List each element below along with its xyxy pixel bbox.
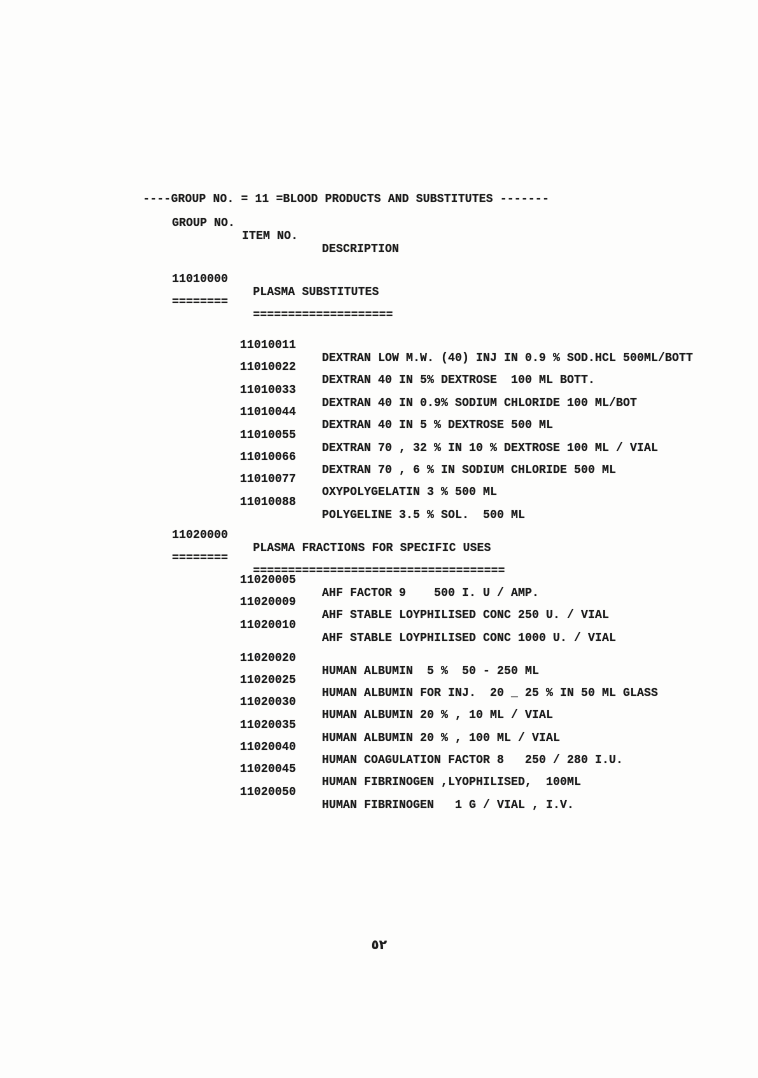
item-no: 11010044 [240, 406, 297, 419]
item-description: DEXTRAN 40 IN 5% DEXTROSE 100 ML BOTT. [322, 374, 596, 387]
column-header-description: DESCRIPTION [322, 243, 400, 256]
section-underline-row [0, 539, 758, 578]
section-title-underline: ==================================== [253, 565, 506, 578]
column-header-group-no: GROUP NO. [172, 217, 236, 230]
item-description: DEXTRAN 70 , 6 % IN SODIUM CHLORIDE 500 ML [322, 464, 617, 477]
table-row [0, 371, 758, 410]
item-no: 11010066 [240, 451, 297, 464]
section-underline-row [0, 283, 758, 322]
column-header-item-no: ITEM NO. [242, 230, 299, 243]
item-description: HUMAN ALBUMIN FOR INJ. 20 _ 25 % IN 50 ML GLASS [322, 687, 659, 700]
item-description: HUMAN ALBUMIN 20 % , 100 ML / VIAL [322, 732, 561, 745]
table-row [0, 583, 758, 622]
section-header [0, 260, 758, 299]
item-description: DEXTRAN 40 IN 5 % DEXTROSE 500 ML [322, 419, 554, 432]
item-description: OXYPOLYGELATIN 3 % 500 ML [322, 486, 498, 499]
item-no: 11010011 [240, 339, 297, 352]
table-row [0, 326, 758, 365]
table-row [0, 348, 758, 387]
section-group-underline: ======== [172, 552, 229, 565]
section-title: PLASMA FRACTIONS FOR SPECIFIC USES [253, 542, 492, 555]
item-description: HUMAN FIBRINOGEN 1 G / VIAL , I.V. [322, 799, 575, 812]
section-group-no: 11020000 [172, 529, 229, 542]
section-group-underline: ======== [172, 296, 229, 309]
item-description: HUMAN ALBUMIN 20 % , 10 ML / VIAL [322, 709, 554, 722]
item-no: 11010088 [240, 496, 297, 509]
table-row [0, 750, 758, 789]
item-no: 11020045 [240, 763, 297, 776]
table-row [0, 773, 758, 812]
table-row [0, 683, 758, 722]
item-description: DEXTRAN 40 IN 0.9% SODIUM CHLORIDE 100 ML/BOT [322, 397, 638, 410]
table-row [0, 460, 758, 499]
section-header [0, 516, 758, 555]
table-row [0, 606, 758, 645]
item-description: AHF FACTOR 9 500 I. U / AMP. [322, 587, 540, 600]
table-row [0, 483, 758, 522]
item-description: HUMAN ALBUMIN 5 % 50 - 250 ML [322, 665, 540, 678]
group-header-line [0, 180, 758, 206]
table-row [0, 639, 758, 678]
item-no: 11020009 [240, 596, 297, 609]
table-row [0, 706, 758, 745]
table-row [0, 728, 758, 767]
column-header-row [0, 204, 758, 256]
table-row [0, 561, 758, 600]
page-number: ٥٢ [371, 938, 387, 953]
item-description: HUMAN COAGULATION FACTOR 8 250 / 280 I.U. [322, 754, 624, 767]
item-no: 11020010 [240, 619, 297, 632]
section-title-underline: ==================== [253, 309, 394, 322]
item-no: 11010055 [240, 429, 297, 442]
item-description: AHF STABLE LOYPHILISED CONC 250 U. / VIAL [322, 609, 610, 622]
item-no: 11020035 [240, 719, 297, 732]
item-no: 11020020 [240, 652, 297, 665]
section-group-no: 11010000 [172, 273, 229, 286]
item-description: POLYGELINE 3.5 % SOL. 500 ML [322, 509, 526, 522]
item-no: 11010033 [240, 384, 297, 397]
item-no: 11020030 [240, 696, 297, 709]
item-description: AHF STABLE LOYPHILISED CONC 1000 U. / VIAL [322, 632, 617, 645]
item-description: DEXTRAN LOW M.W. (40) INJ IN 0.9 % SOD.HCL 500ML/BOTT [322, 352, 694, 365]
item-no: 11020005 [240, 574, 297, 587]
item-no: 11010022 [240, 361, 297, 374]
table-row [0, 393, 758, 432]
item-description: DEXTRAN 70 , 32 % IN 10 % DEXTROSE 100 ML / VIAL [322, 442, 659, 455]
item-no: 11010077 [240, 473, 297, 486]
table-row [0, 416, 758, 455]
table-row [0, 661, 758, 700]
item-description: HUMAN FIBRINOGEN ,LYOPHILISED, 100ML [322, 776, 582, 789]
item-no: 11020025 [240, 674, 297, 687]
section-title: PLASMA SUBSTITUTES [253, 286, 380, 299]
group-header-text: ----GROUP NO. = 11 =BLOOD PRODUCTS AND SUBSTITUTES ------- [143, 193, 550, 206]
item-no: 11020050 [240, 786, 297, 799]
table-row [0, 438, 758, 477]
item-no: 11020040 [240, 741, 297, 754]
